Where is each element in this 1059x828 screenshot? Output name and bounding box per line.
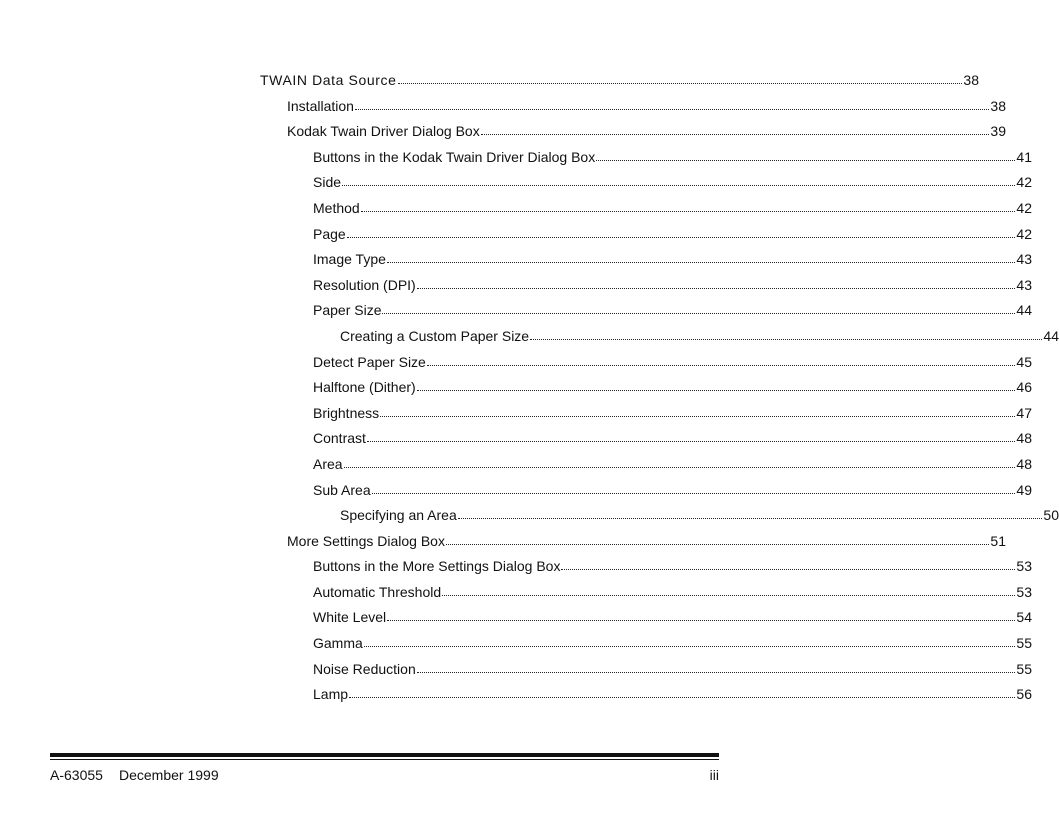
- dot-leader: [530, 327, 1042, 341]
- toc-entry-page: 42: [1016, 174, 1032, 191]
- toc-entry-label: More Settings Dialog Box: [287, 532, 445, 549]
- toc-entry[interactable]: [0, 429, 1032, 455]
- table-of-contents: [0, 71, 1059, 711]
- toc-entry-label: Buttons in the Kodak Twain Driver Dialog Box: [313, 148, 596, 165]
- dot-leader: [446, 532, 989, 546]
- document-date: December 1999: [119, 767, 219, 783]
- dot-leader: [380, 404, 1015, 418]
- toc-entry[interactable]: [0, 660, 1032, 686]
- toc-entry-page: 45: [1016, 353, 1032, 370]
- dot-leader: [355, 97, 989, 111]
- dot-leader: [427, 353, 1016, 367]
- toc-entry-label: Contrast: [313, 430, 366, 447]
- toc-entry-page: 41: [1016, 148, 1032, 165]
- toc-entry-page: 43: [1016, 276, 1032, 293]
- toc-entry[interactable]: [0, 583, 1032, 609]
- dot-leader: [344, 455, 1016, 469]
- toc-entry-page: 44: [1043, 327, 1059, 344]
- dot-leader: [347, 225, 1016, 239]
- dot-leader: [417, 660, 1016, 674]
- toc-entry-page: 55: [1016, 635, 1032, 652]
- toc-entry-label: Automatic Threshold: [313, 583, 442, 600]
- document-id: A-63055: [50, 767, 103, 783]
- dot-leader: [349, 685, 1015, 699]
- toc-entry-label: Specifying an Area: [340, 507, 457, 524]
- toc-entry-page: 38: [963, 72, 979, 88]
- toc-entry-label: Area: [313, 455, 343, 472]
- toc-entry[interactable]: [0, 685, 1032, 711]
- toc-entry-label: Noise Reduction: [313, 660, 416, 677]
- toc-entry[interactable]: [0, 404, 1032, 430]
- toc-entry[interactable]: [0, 71, 979, 97]
- toc-entry-label: Sub Area: [313, 481, 371, 498]
- toc-entry-page: 43: [1016, 251, 1032, 268]
- toc-entry[interactable]: [0, 97, 1006, 123]
- toc-entry-label: Image Type: [313, 251, 386, 268]
- toc-entry-page: 50: [1043, 507, 1059, 524]
- dot-leader: [382, 301, 1015, 315]
- toc-entry[interactable]: [0, 173, 1032, 199]
- toc-entry[interactable]: [0, 276, 1032, 302]
- toc-entry[interactable]: [0, 506, 1059, 532]
- toc-entry-label: Gamma: [313, 635, 363, 652]
- toc-entry[interactable]: [0, 353, 1032, 379]
- page-number: iii: [709, 767, 719, 783]
- dot-leader: [342, 173, 1015, 187]
- toc-entry[interactable]: [0, 148, 1032, 174]
- toc-entry-label: Brightness: [313, 404, 380, 421]
- toc-entry-page: 42: [1016, 199, 1032, 216]
- dot-leader: [596, 148, 1015, 162]
- toc-entry-page: 42: [1016, 225, 1032, 242]
- toc-entry-page: 48: [1016, 455, 1032, 472]
- dot-leader: [387, 608, 1015, 622]
- dot-leader: [417, 276, 1016, 290]
- toc-entry-page: 44: [1016, 302, 1032, 319]
- toc-entry[interactable]: [0, 634, 1032, 660]
- dot-leader: [364, 634, 1016, 648]
- toc-entry[interactable]: [0, 455, 1032, 481]
- toc-entry-label: Kodak Twain Driver Dialog Box: [287, 123, 480, 140]
- toc-entry-page: 56: [1016, 686, 1032, 703]
- toc-entry-page: 38: [990, 97, 1006, 114]
- toc-entry[interactable]: [0, 225, 1032, 251]
- toc-entry-label: Creating a Custom Paper Size: [340, 327, 530, 344]
- toc-entry-label: Lamp: [313, 686, 349, 703]
- dot-leader: [387, 250, 1016, 264]
- toc-entry-label: Resolution (DPI): [313, 276, 416, 293]
- toc-entry-label: Paper Size: [313, 302, 382, 319]
- toc-entry-label: Side: [313, 174, 342, 191]
- toc-entry-label: Installation: [287, 97, 354, 114]
- toc-entry-page: 46: [1016, 379, 1032, 396]
- toc-entry[interactable]: [0, 199, 1032, 225]
- toc-entry-label: Halftone (Dither): [313, 379, 416, 396]
- toc-entry-page: 54: [1016, 609, 1032, 626]
- toc-entry[interactable]: [0, 301, 1032, 327]
- dot-leader: [561, 557, 1015, 571]
- toc-entry-label: Buttons in the More Settings Dialog Box: [313, 558, 561, 575]
- dot-leader: [398, 71, 963, 85]
- dot-leader: [361, 199, 1016, 213]
- toc-entry-label: White Level: [313, 609, 387, 626]
- toc-entry-page: 49: [1016, 481, 1032, 498]
- toc-entry[interactable]: [0, 327, 1059, 353]
- toc-entry[interactable]: [0, 557, 1032, 583]
- dot-leader: [442, 583, 1015, 597]
- footer-rule-thick: [50, 753, 719, 757]
- dot-leader: [458, 506, 1043, 520]
- toc-entry-page: 39: [990, 123, 1006, 140]
- toc-entry-page: 51: [990, 532, 1006, 549]
- toc-entry[interactable]: [0, 250, 1032, 276]
- footer-rule-thin: [50, 759, 719, 760]
- toc-entry-label: Method: [313, 199, 360, 216]
- toc-entry[interactable]: [0, 378, 1032, 404]
- toc-entry[interactable]: [0, 122, 1006, 148]
- dot-leader: [367, 429, 1016, 443]
- toc-entry-label: TWAIN Data Source: [260, 72, 397, 88]
- toc-entry-label: Detect Paper Size: [313, 353, 426, 370]
- toc-entry-page: 53: [1016, 583, 1032, 600]
- toc-entry-page: 47: [1016, 404, 1032, 421]
- dot-leader: [481, 122, 990, 136]
- toc-entry-page: 55: [1016, 660, 1032, 677]
- toc-entry-page: 53: [1016, 558, 1032, 575]
- toc-entry-page: 48: [1016, 430, 1032, 447]
- toc-entry[interactable]: [0, 608, 1032, 634]
- toc-entry[interactable]: [0, 532, 1006, 558]
- dot-leader: [417, 378, 1016, 392]
- toc-entry-label: Page: [313, 225, 346, 242]
- toc-entry[interactable]: [0, 481, 1032, 507]
- dot-leader: [372, 481, 1016, 495]
